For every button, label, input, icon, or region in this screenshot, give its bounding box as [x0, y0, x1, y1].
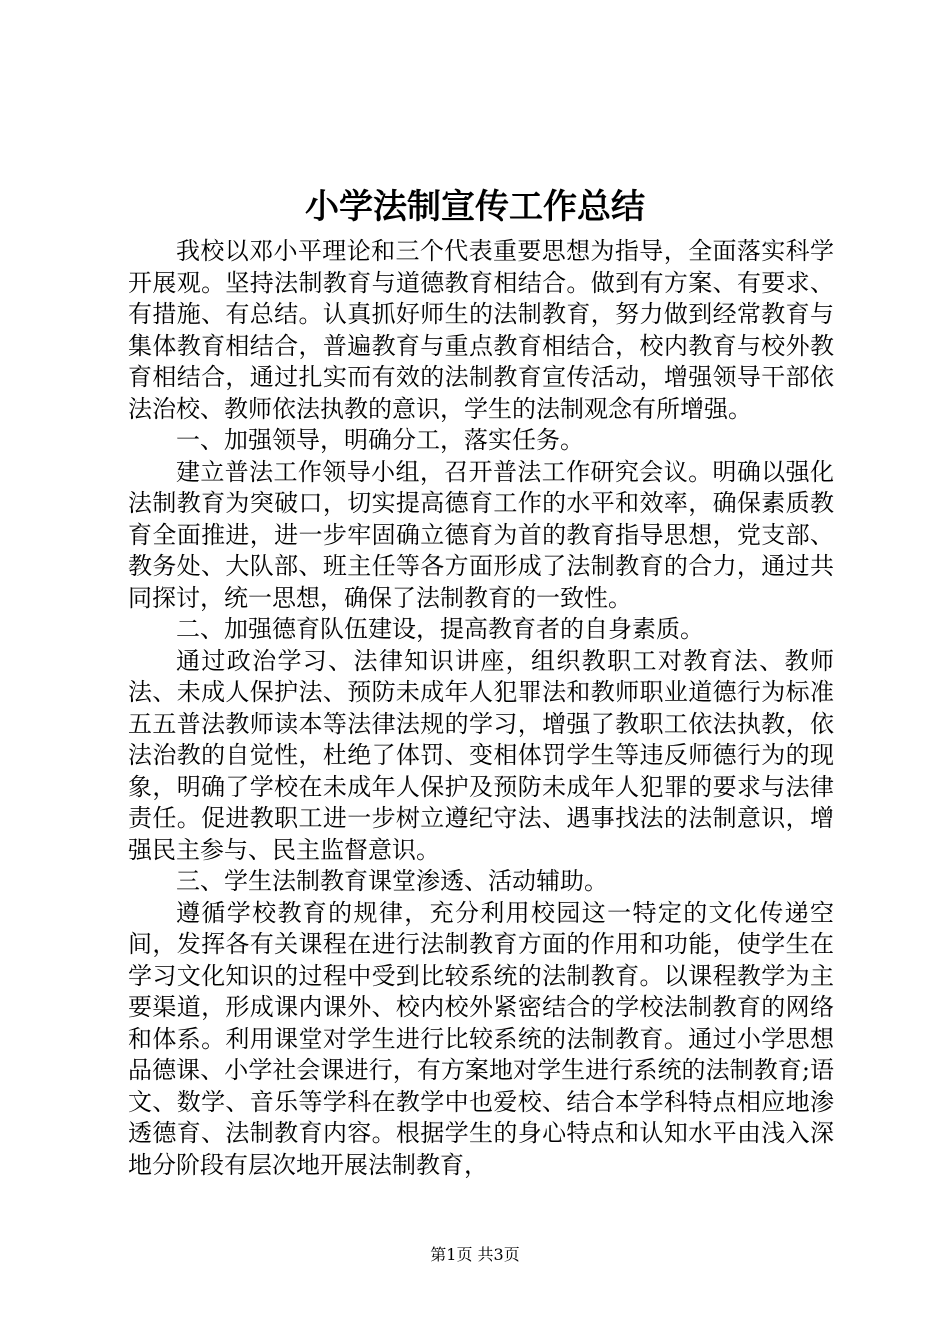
document-body — [128, 236, 834, 1181]
paragraph-intro: 我校以邓小平理论和三个代表重要思想为指导，全面落实科学开展观。坚持法制教育与道德教育相结合。做到有方案、有要求、有措施、有总结。认真抓好师生的法制教育，努力做到经常教育与集体教育相结合，普遍教育与重点教育相结合，校内教育与校外教育相结合，通过扎实而有效的法制教育宣传活动，增强领导干部依法治校、教师依法执教的意识，学生的法制观念有所增强。 — [128, 237, 834, 423]
section-heading-3: 三、学生法制教育课堂渗透、活动辅助。 — [176, 867, 608, 895]
page-footer: 第1页 共3页 — [430, 1245, 520, 1264]
section-heading-1: 一、加强领导，明确分工，落实任务。 — [176, 426, 584, 454]
document-title: 小学法制宣传工作总结 — [305, 187, 645, 227]
paragraph-section-2: 通过政治学习、法律知识讲座，组织教职工对教育法、教师法、未成人保护法、预防未成年人犯罪法和教师职业道德行为标准五五普法教师读本等法律法规的学习，增强了教职工依法执教，依法治教的自觉性，杜绝了体罚、变相体罚学生等违反师德行为的现象，明确了学校在未成年人保护及预防未成年人犯罪的要求与法律责任。促进教职工进一步树立遵纪守法、遇事找法的法制意识，增强民主参与、民主监督意识。 — [128, 646, 834, 864]
section-heading-2: 二、加强德育队伍建设，提高教育者的自身素质。 — [176, 615, 704, 643]
paragraph-section-1: 建立普法工作领导小组，召开普法工作研究会议。明确以强化法制教育为突破口，切实提高德育工作的水平和效率，确保素质教育全面推进，进一步牢固确立德育为首的教育指导思想，党支部、教务处、大队部、班主任等各方面形成了法制教育的合力，通过共同探讨，统一思想，确保了法制教育的一致性。 — [128, 457, 834, 612]
paragraph-section-3: 遵循学校教育的规律，充分利用校园这一特定的文化传递空间，发挥各有关课程在进行法制教育方面的作用和功能，使学生在学习文化知识的过程中受到比较系统的法制教育。以课程教学为主要渠道，形成课内课外、校内校外紧密结合的学校法制教育的网络和体系。利用课堂对学生进行比较系统的法制教育。通过小学思想品德课、小学社会课进行，有方案地对学生进行系统的法制教育;语文、数学、音乐等学科在教学中也爱校、结合本学科特点相应地渗透德育、法制教育内容。根据学生的身心特点和认知水平由浅入深地分阶段有层次地开展法制教育， — [128, 898, 834, 1179]
